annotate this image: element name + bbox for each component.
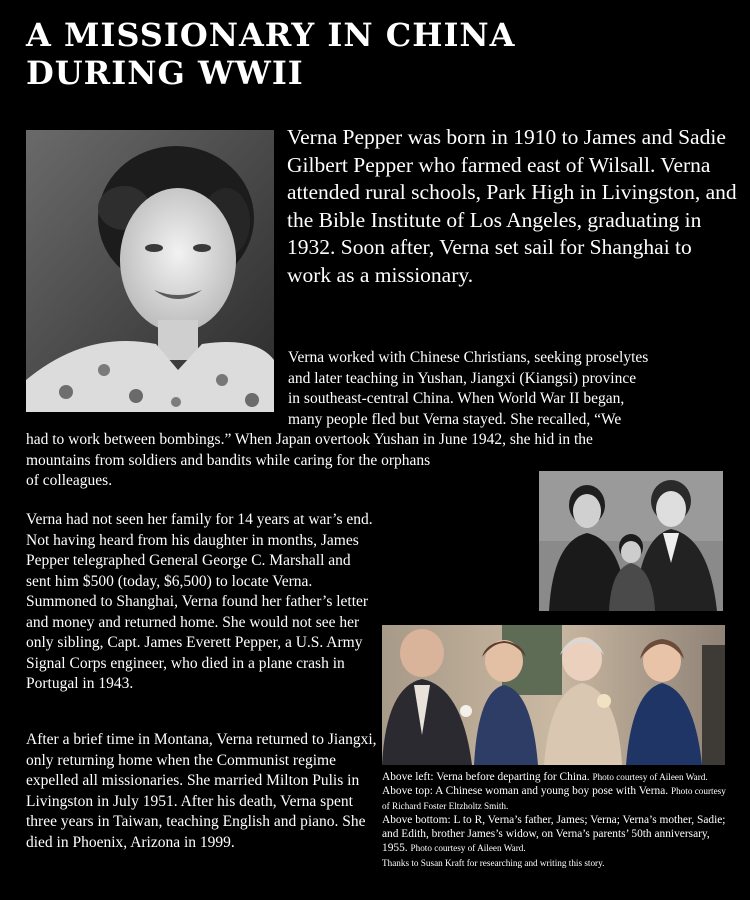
caption-bottom-credit: Photo courtesy of Aileen Ward. bbox=[410, 843, 526, 854]
title-line-2: DURING WWII bbox=[26, 54, 304, 92]
text-line: Verna worked with Chinese Christians, seeking proselytes bbox=[288, 349, 649, 366]
later-life-paragraph: After a brief time in Montana, Verna returned to Jiangxi, only returning home when the Communist regime expelled all missionaries. She married Milton Pulis in Livingston in July 1951. After his death, Verna spent three years in Taiwan, teaching English and piano. She died in Phoenix, Arizona in 1999. bbox=[26, 731, 377, 851]
group-photo-china bbox=[539, 471, 723, 611]
caption-top: Above top: A Chinese woman and young boy pose with Verna. bbox=[382, 785, 669, 798]
caption-left-credit: Photo courtesy of Aileen Ward. bbox=[592, 772, 708, 782]
china-paragraph bbox=[26, 348, 741, 492]
family-paragraph: Verna had not seen her family for 14 years at war’s end. Not having heard from his daughter in months, James Pepper telegraphed General George C. Marshall and sent him $500 (today, $6,500) to locate Verna. Summoned to Shanghai, Verna found her father’s letter and money and returned home. She would not see her only sibling, Capt. James Everett Pepper, a U.S. Army Signal Corps engineer, who died in a plane crash in Portugal in 1943. bbox=[26, 511, 373, 692]
caption-bottom: Above bottom: L to R, Verna’s father, James; Verna; Verna’s mother, Sadie; and Edith, brother James’s widow, on Verna’s parents’ 50th anniversary, 1955. bbox=[382, 813, 726, 855]
caption-left: Above left: Verna before departing for China. bbox=[382, 771, 590, 783]
text-line: and later teaching in Yushan, Jiangxi (Kiangsi) province bbox=[288, 369, 637, 387]
caption-top-credit: Photo courtesy of Richard Foster Eltzholtz Smith. bbox=[382, 786, 726, 811]
text-line: in southeast-central China. When World War II began, bbox=[288, 390, 625, 407]
text-line: mountains from soldiers and bandits while caring for the orphans bbox=[26, 451, 431, 469]
text-line: of colleagues. bbox=[26, 472, 113, 489]
lead-paragraph: Verna Pepper was born in 1910 to James and Sadie Gilbert Pepper who farmed east of Wilsall. Verna attended rural schools, Park High in Livingston, and the Bible Institute of Los Angeles, graduating in 1932. Soon after, Verna set sail for Shanghai to work as a missionary. bbox=[287, 125, 737, 287]
text-line: had to work between bombings.” When Japan overtook Yushan in June 1942, she hid in the bbox=[26, 431, 593, 448]
text-line: many people fled but Verna stayed. She recalled, “We bbox=[288, 410, 622, 428]
thanks-credit: Thanks to Susan Kraft for researching and writing this story. bbox=[382, 857, 605, 868]
anniversary-photo bbox=[382, 625, 725, 765]
page-title bbox=[26, 16, 726, 92]
title-line-1: A MISSIONARY IN CHINA bbox=[26, 16, 516, 54]
photo-captions bbox=[382, 770, 727, 870]
